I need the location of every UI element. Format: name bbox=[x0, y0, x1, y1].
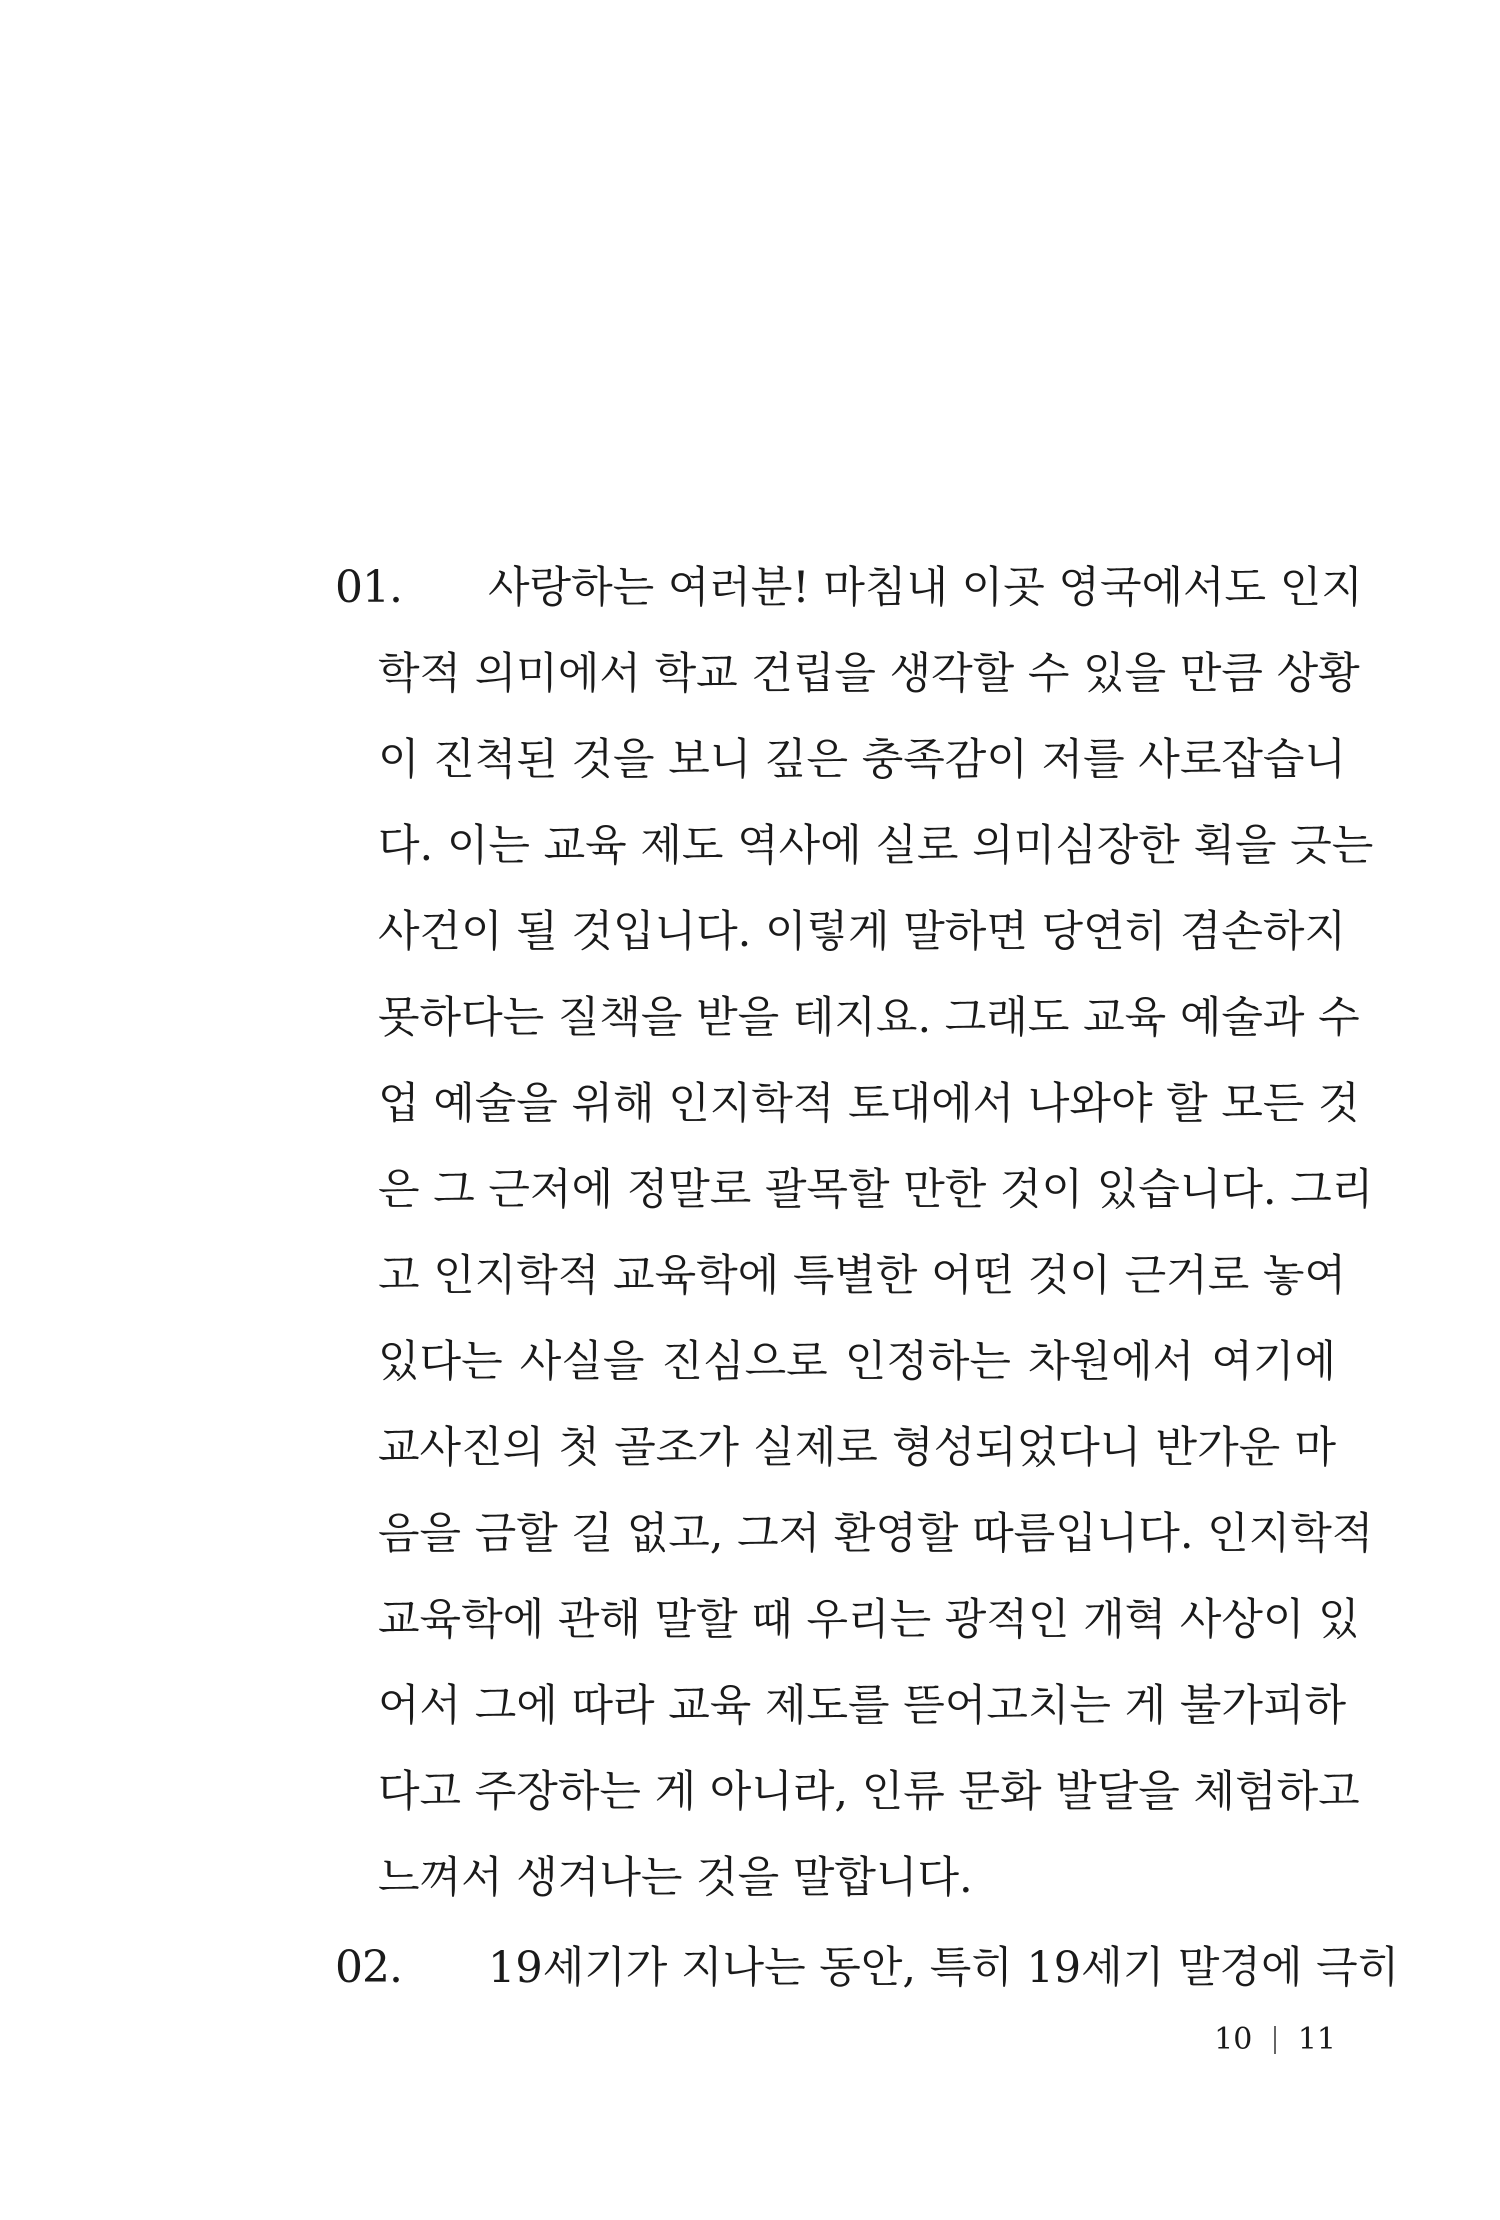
paragraph-number: 02. bbox=[335, 1942, 402, 1993]
text-line: 다. 이는 교육 제도 역사에 실로 의미심장한 획을 긋는 bbox=[378, 821, 1374, 871]
text-line: 교육학에 관해 말할 때 우리는 광적인 개혁 사상이 있 bbox=[378, 1595, 1360, 1645]
text-line: 음을 금할 길 없고, 그저 환영할 따름입니다. 인지학적 bbox=[378, 1509, 1374, 1559]
paragraph-number: 01. bbox=[335, 562, 402, 613]
folio-separator bbox=[1274, 2026, 1276, 2054]
text-line: 못하다는 질책을 받을 테지요. 그래도 교육 예술과 수 bbox=[378, 993, 1360, 1043]
text-line: 19세기가 지나는 동안, 특히 19세기 말경에 극히 bbox=[488, 1943, 1400, 1993]
text-line: 이 진척된 것을 보니 깊은 충족감이 저를 사로잡습니 bbox=[378, 735, 1346, 785]
text-line: 사건이 될 것입니다. 이렇게 말하면 당연히 겸손하지 bbox=[378, 907, 1346, 957]
text-line: 업 예술을 위해 인지학적 토대에서 나와야 할 모든 것 bbox=[378, 1079, 1360, 1129]
text-line: 교사진의 첫 골조가 실제로 형성되었다니 반가운 마 bbox=[378, 1423, 1336, 1473]
text-line: 학적 의미에서 학교 건립을 생각할 수 있을 만큼 상황 bbox=[378, 649, 1360, 699]
text-line: 다고 주장하는 게 아니라, 인류 문화 발달을 체험하고 bbox=[378, 1767, 1360, 1817]
text-line: 있다는 사실을 진심으로 인정하는 차원에서 여기에 bbox=[378, 1337, 1336, 1387]
left-page-number: 10 bbox=[1214, 2022, 1253, 2057]
text-line: 느껴서 생겨나는 것을 말합니다. bbox=[378, 1853, 973, 1903]
text-line: 사랑하는 여러분! 마침내 이곳 영국에서도 인지 bbox=[488, 563, 1363, 613]
text-line: 어서 그에 따라 교육 제도를 뜯어고치는 게 불가피하 bbox=[378, 1681, 1346, 1731]
text-line: 고 인지학적 교육학에 특별한 어떤 것이 근거로 놓여 bbox=[378, 1251, 1346, 1301]
page-folio bbox=[1214, 2024, 1336, 2056]
right-page-number: 11 bbox=[1297, 2022, 1336, 2057]
text-line: 은 그 근저에 정말로 괄목할 만한 것이 있습니다. 그리 bbox=[378, 1165, 1374, 1215]
